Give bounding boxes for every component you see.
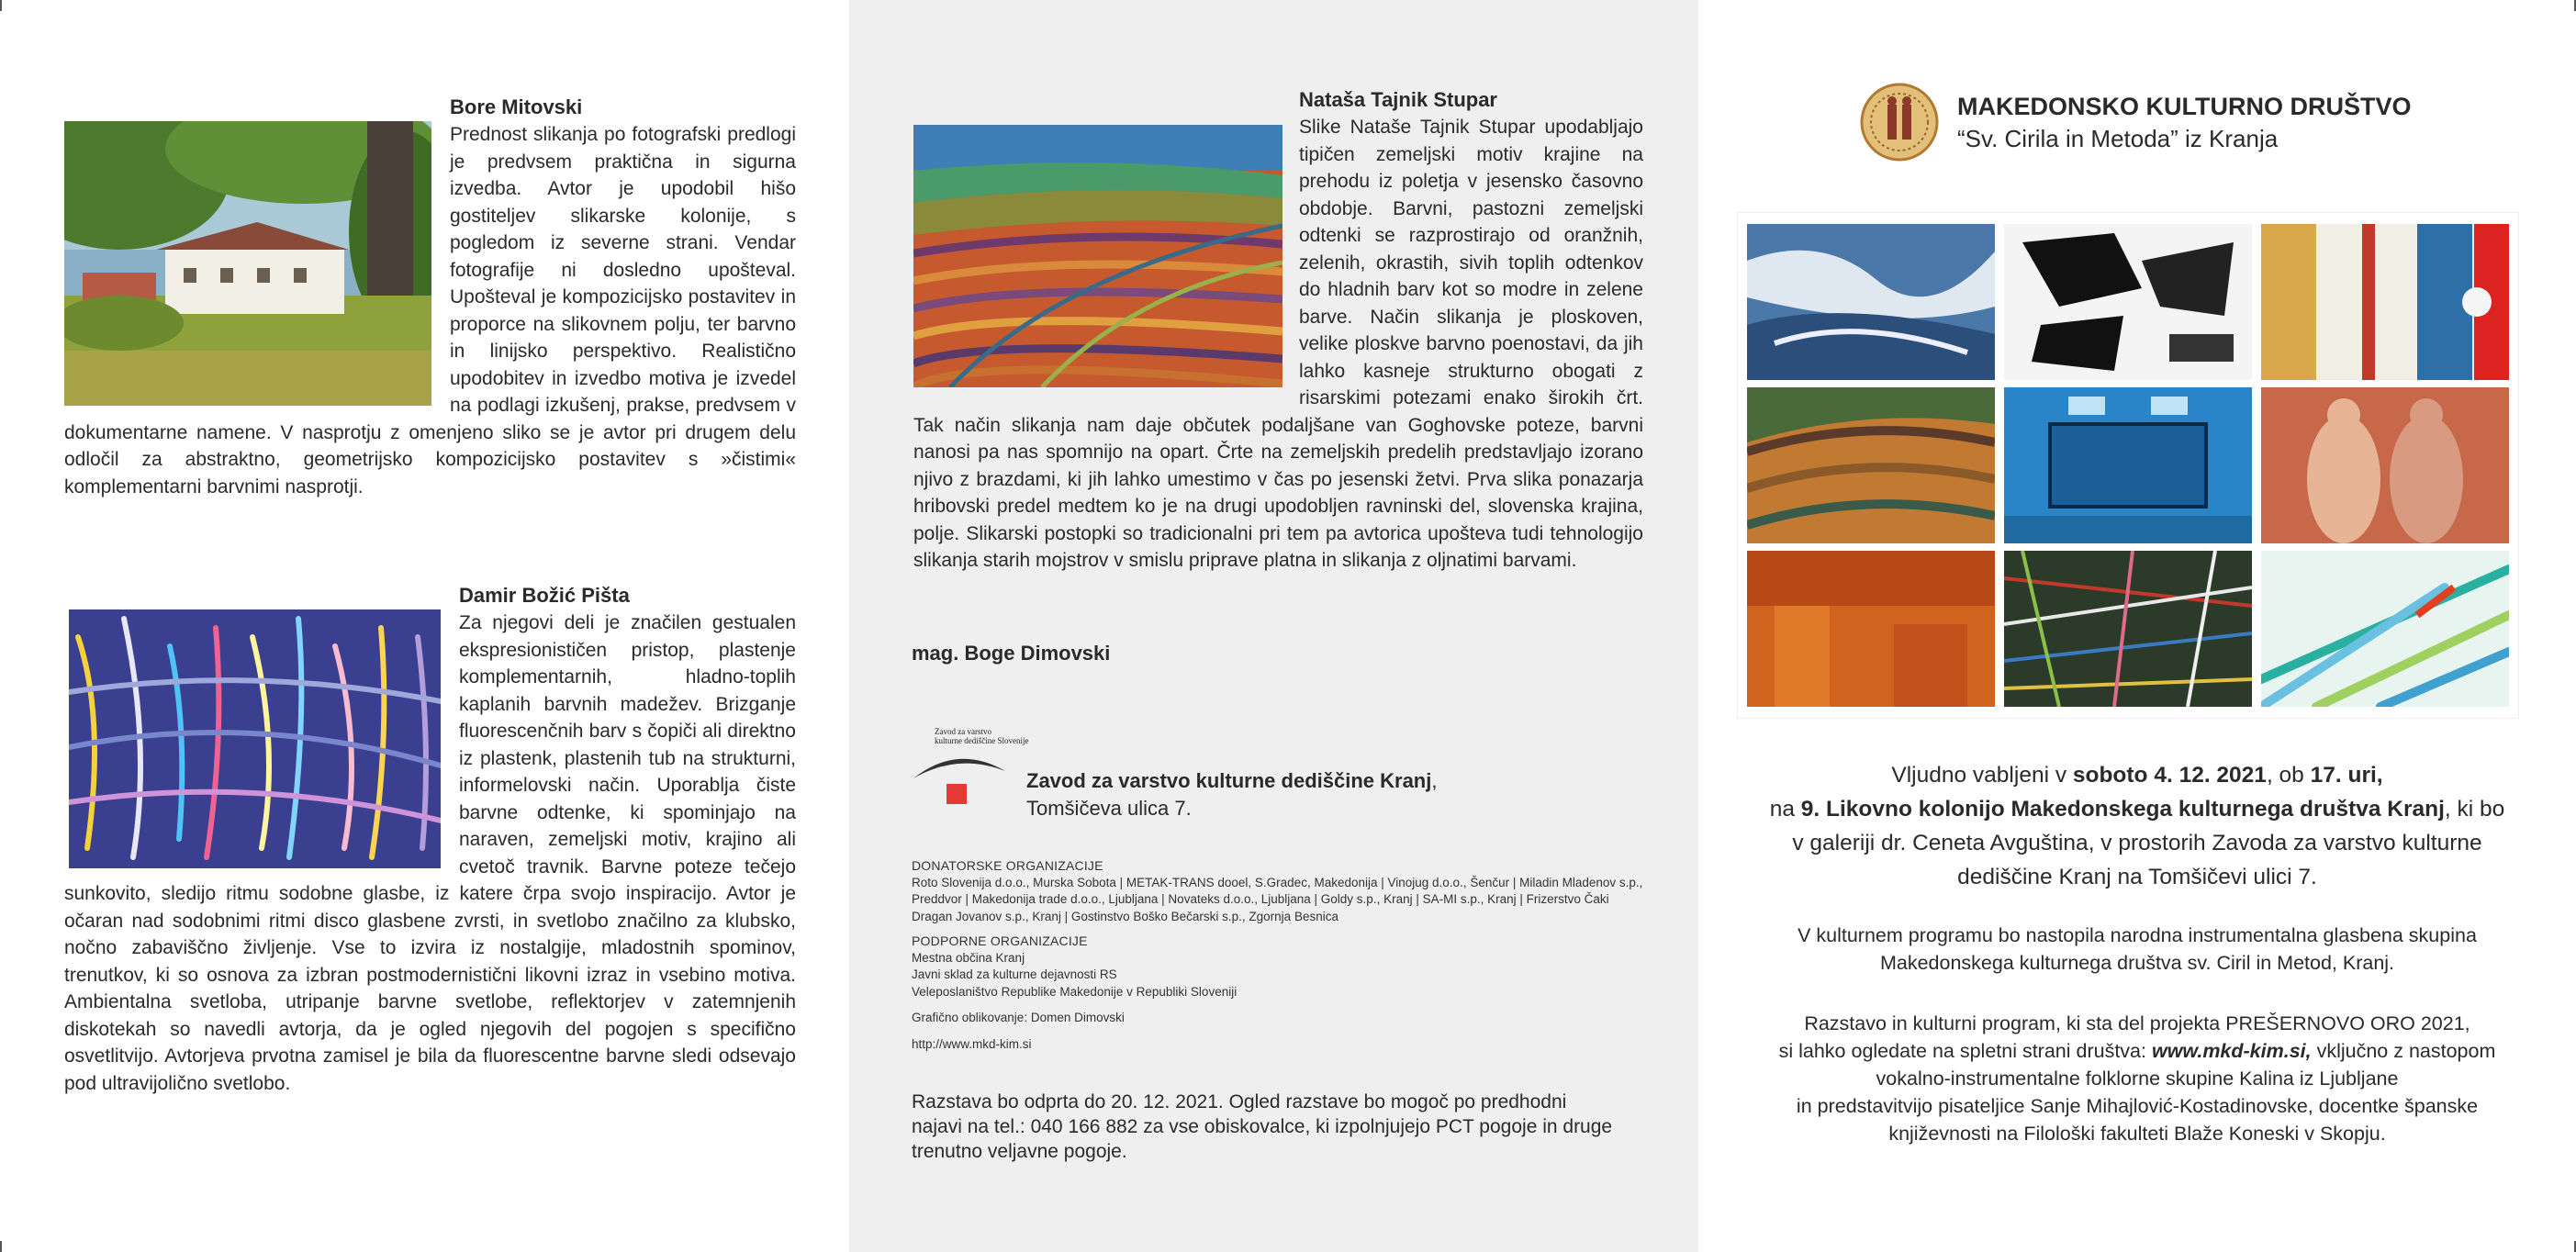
closing-line: najavi na tel.: 040 166 882 za vse obiskovalce, ki izpolnjujejo PCT pogoje in druge bbox=[912, 1116, 1613, 1137]
program-text bbox=[1698, 922, 2576, 977]
artist-description: Prednost slikanja po fotografski predlogi je predvsem praktična in sigurna izvedba. Avtor je upodobil hišo gostiteljev slikarske kolonije, s pogledom iz severne strani. Vendar fotografije ni dosledno upošteval. Upošteval je kompozicijsko postavitev in proporce na slikovnem polju, ter barvno in linijsko perspektivo. Realistično upodobitev in izvedbo motiva je izvedel na podlagi izkušenj, prakse, predvsem v dokumentarne namene. V nasprotju z omenjeno sliko se je avtor pri drugem delu odločil za abstraktno, geometrijsko kompozicijsko postavitev s »čistimi« komplementarni barvnimi nasprotji. bbox=[64, 124, 796, 497]
invite-date: soboto 4. 12. 2021 bbox=[2072, 763, 2267, 788]
author-name: Nataša Tajnik Stupar bbox=[1299, 88, 1497, 111]
closing-note bbox=[912, 1090, 1612, 1164]
logo-line: Zavod za varstvo bbox=[935, 727, 991, 736]
natasa-tajnik-section bbox=[913, 86, 1643, 575]
society-seal-icon bbox=[1860, 83, 1939, 162]
abstract-painting bbox=[69, 609, 441, 868]
signature: mag. Boge Dimovski bbox=[912, 642, 1111, 665]
left-panel bbox=[0, 0, 849, 1252]
exhibit-line: vokalno-instrumentalne folklorne skupine Kalina iz Ljubljane bbox=[1876, 1068, 2399, 1090]
landscape-painting bbox=[913, 125, 1282, 387]
support-line: Veleposlaništvo Republike Makedonije v Republiki Sloveniji bbox=[912, 984, 1238, 999]
org-subtitle: “Sv. Cirila in Metoda” iz Kranja bbox=[1957, 125, 2279, 152]
artwork-thumbnail bbox=[2004, 551, 2252, 707]
invite-time: 17. uri, bbox=[2310, 763, 2383, 788]
support-line: Javni sklad za kulturne dejavnosti RS bbox=[912, 967, 1117, 981]
sponsors-block bbox=[912, 857, 1651, 1053]
artwork-thumbnail bbox=[1747, 551, 1995, 707]
program-line: Makedonskega kulturnega društva sv. Ciril in Metod, Kranj. bbox=[1879, 952, 2395, 974]
venue-comma: , bbox=[1431, 769, 1438, 792]
closing-line: Razstava bo odprta do 20. 12. 2021. Ogled razstave bo mogoč po predhodni bbox=[912, 1091, 1567, 1112]
venue-name: Zavod za varstvo kulturne dediščine Kranj bbox=[1026, 769, 1432, 792]
logo-line: kulturne dediščine Slovenije bbox=[935, 736, 1029, 745]
crop-mark bbox=[0, 1241, 2, 1252]
exhibit-line: in predstavitvijo pisateljice Sanje Mihajlović-Kostadinovske, docentke španske bbox=[1796, 1095, 2479, 1117]
support-title: PODPORNE ORGANIZACIJE bbox=[912, 933, 1088, 948]
right-panel bbox=[1698, 0, 2576, 1252]
org-title: MAKEDONSKO KULTURNO DRUŠTVO bbox=[1957, 93, 2412, 120]
artwork-thumbnail bbox=[2261, 224, 2509, 380]
program-line: V kulturnem programu bo nastopila narodna instrumentalna glasbena skupina bbox=[1798, 924, 2477, 946]
artwork-thumbnail bbox=[1747, 387, 1995, 543]
house-painting bbox=[64, 121, 431, 406]
website-link[interactable]: http://www.mkd-kim.si bbox=[912, 1036, 1032, 1051]
design-credit: Grafično oblikovanje: Domen Dimovski bbox=[912, 1011, 1125, 1024]
author-name: Bore Mitovski bbox=[450, 95, 583, 118]
damir-bozic-section bbox=[64, 582, 796, 1097]
exhibit-line: si lahko ogledate na spletni strani društva: bbox=[1778, 1040, 2152, 1062]
invite-text: v galeriji dr. Ceneta Avguština, v prostorih Zavoda za varstvo kulturne bbox=[1792, 831, 2482, 855]
artwork-gallery bbox=[1738, 213, 2518, 718]
invite-text: , ob bbox=[2266, 763, 2311, 788]
artwork-thumbnail bbox=[2004, 224, 2252, 380]
invite-event: 9. Likovno kolonijo Makedonskega kulturnega društva Kranj bbox=[1800, 797, 2445, 822]
artwork-thumbnail bbox=[2261, 551, 2509, 707]
artist-description: Slike Nataše Tajnik Stupar upodabljajo tipičen zemeljski motiv krajine na prehodu iz poletja v jesensko časovno obdobje. Barvni, pastozni zemeljski odtenki se razprostirajo od oranžnih, zelenih, okrastih, sivih toplih odtenkov do hladnih barv kot so modre in zelene barve. Način slikanja je ploskoven, velike ploskve barvno poenostavi, da jih lahko kasneje strukturno obogati z risarskimi potezami enako širokih črt. Tak način slikanja nam daje občutek podaljšane van Goghovske poteze, barvni nanosi pa nas spomnijo na opart. Črte na zemeljskih predelih predstavljajo izorano njivo z brazdami, ki jih lahko umestimo v čas po jesenski žetvi. Prva slika ponazarja hribovski predel medtem ko je na drugi upodobljen ravninski del, slovenska krajina, polje. Slikarski postopki so tradicionalni pri tem pa avtorica upošteva tudi tehnologijo slikanja starih mojstrov v smislu priprave platna in slikanja z oljnatimi barvami. bbox=[913, 117, 1643, 571]
invite-text: na bbox=[1769, 797, 1801, 822]
author-name: Damir Božić Pišta bbox=[459, 584, 630, 607]
support-line: Mestna občina Kranj bbox=[912, 950, 1025, 965]
middle-panel bbox=[849, 0, 1698, 1252]
artwork-thumbnail bbox=[1747, 224, 1995, 380]
society-website-link[interactable]: www.mkd-kim.si, bbox=[2151, 1040, 2312, 1062]
venue-address: Tomšičeva ulica 7. bbox=[1026, 797, 1192, 820]
donors-title: DONATORSKE ORGANIZACIJE bbox=[912, 858, 1103, 873]
artist-description: Za njegovi deli je značilen gestualen ekspresionističen pristop, plastenje komplementarnih, hladno-toplih kaplanih barvnih madežev. Brizganje fluorescenčnih barv s čopiči ali direktno iz plastenk, plastenih tub na strukturni, informelovski način. Uporablja čiste barvne odtenke, ki spominjajo na naraven, zemeljski motiv, krajino ali cvetoč travnik. Barvne poteze tečejo sunkovito, sledijo ritmu sodobne glasbe, iz katere črpa svojo inspiracijo. Avtor je očaran nad sodobnimi ritmi disco glasbene zvrsti, in svetlobo značilno za klubsko, nočno zabaviščno življenje. Vse to izvira iz nostalgije, mladostnih spominov, trenutkov, ki so osnova za izbran postmodernistični likovni izraz in vsebino motiva. Ambientalna svetloba, utripanje barvne svetlobe, reflektorjev v zatemnjenih diskotekah so navedli avtorja, da je ogled njegovih del pogojen s specifično osvetlitvijo. Avtorjeva prvotna zamisel je bila da fluorescentne barvne sledi odsevajo pod ultravijolično svetlobo. bbox=[64, 612, 796, 1094]
closing-line: trenutno veljavne pogoje. bbox=[912, 1141, 1127, 1162]
invite-text: dediščine Kranj na Tomšičevi ulici 7. bbox=[1957, 865, 2317, 889]
exhibit-text bbox=[1698, 1010, 2576, 1147]
exhibit-line: Razstavo in kulturni program, ki sta del projekta PREŠERNOVO ORO 2021, bbox=[1804, 1012, 2470, 1034]
artwork-thumbnail bbox=[2004, 387, 2252, 543]
crop-mark bbox=[0, 0, 2, 11]
bore-mitovski-section bbox=[64, 94, 796, 500]
exhibit-line: književnosti na Filološki fakulteti Blaže Koneski v Skopju. bbox=[1888, 1123, 2386, 1145]
invite-text: , ki bo bbox=[2444, 797, 2505, 822]
donors-text: Roto Slovenija d.o.o., Murska Sobota | METAK-TRANS dooel, S.Gradec, Makedonija | Vinojug d.o.o., Šenčur | Miladin Mladenov s.p., Preddvor | Makedonija trade d.o.o., Ljubljana | Novateks d.o.o., Ljubljana | Goldy s.p., Kranj | SA-MI s.p., Kranj | Frizerstvo Čaki Dragan Jovanov s.p., Kranj | Gostinstvo Boško Bečarski s.p., Zgornja Besnica bbox=[912, 875, 1643, 923]
org-heading bbox=[1957, 90, 2412, 154]
invite-text: Vljudno vabljeni v bbox=[1891, 763, 2073, 788]
invitation-text bbox=[1698, 758, 2576, 894]
venue-block bbox=[1026, 767, 1437, 822]
artwork-thumbnail bbox=[2261, 387, 2509, 543]
exhibit-line: vključno z nastopom bbox=[2311, 1040, 2496, 1062]
